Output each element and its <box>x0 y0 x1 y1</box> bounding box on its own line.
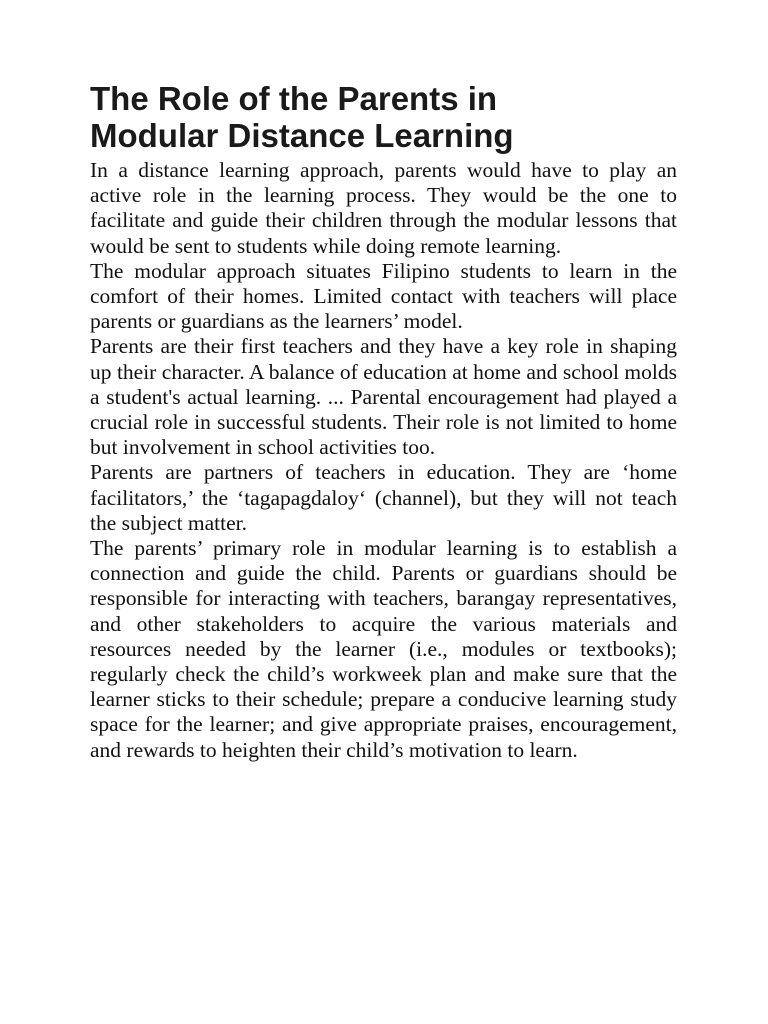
paragraph-5: The parents’ primary role in modular learning is to establish a connection and guide the child. Parents or guardians should be responsible for interacting with teachers, barangay representatives, and other stakeholders to acquire the various materials and resources needed by the learner (i.e., modules or textbooks); regularly check the child’s workweek plan and make sure that the learner sticks to their schedule; prepare a conducive learning study space for the learner; and give appropriate praises, encouragement, and rewards to heighten their child’s motivation to learn. <box>90 536 677 762</box>
paragraph-1: In a distance learning approach, parents would have to play an active role in the learning process. They would be the one to facilitate and guide their children through the modular lessons that would be sent to students while doing remote learning. <box>90 158 677 258</box>
article-body <box>90 158 677 763</box>
paragraph-2: The modular approach situates Filipino students to learn in the comfort of their homes. Limited contact with teachers will place parents or guardians as the learners’ model. <box>90 258 677 334</box>
page-title <box>90 80 677 154</box>
title-line-2: Modular Distance Learning <box>90 117 514 154</box>
paragraph-4: Parents are partners of teachers in education. They are ‘home facilitators,’ the ‘tagapagdaloy‘ (channel), but they will not teach the subject matter. <box>90 460 677 535</box>
paragraph-3: Parents are their first teachers and they have a key role in shaping up their character. A balance of education at home and school molds a student's actual learning. ... Parental encouragement had played a crucial role in successful students. Their role is not limited to home but involvement in school activities too. <box>90 334 677 460</box>
title-line-1: The Role of the Parents in <box>90 80 498 117</box>
document-page <box>90 80 677 763</box>
